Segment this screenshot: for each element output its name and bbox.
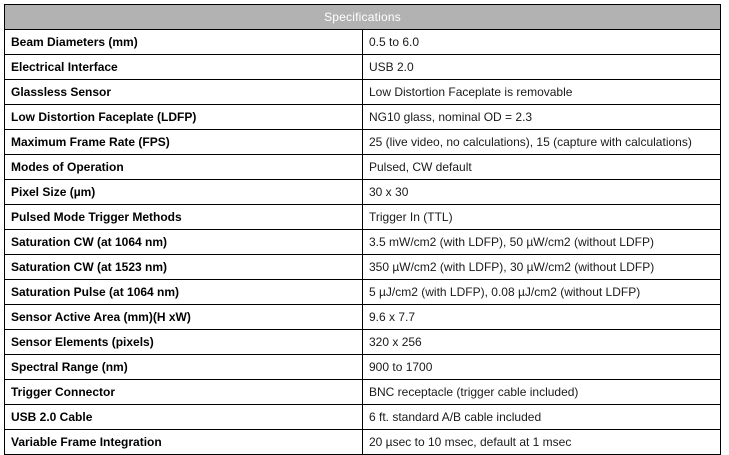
table-row [5, 430, 721, 455]
spec-label: Modes of Operation [5, 155, 363, 180]
spec-value: 6 ft. standard A/B cable included [363, 405, 721, 430]
table-row [5, 55, 721, 80]
spec-label: Sensor Active Area (mm)(H xW) [5, 305, 363, 330]
table-title-row [5, 5, 721, 30]
spec-label: Pixel Size (µm) [5, 180, 363, 205]
spec-label: Spectral Range (nm) [5, 355, 363, 380]
spec-label: Saturation CW (at 1523 nm) [5, 255, 363, 280]
spec-value: 0.5 to 6.0 [363, 30, 721, 55]
spec-label: USB 2.0 Cable [5, 405, 363, 430]
spec-value: USB 2.0 [363, 55, 721, 80]
spec-value: 20 µsec to 10 msec, default at 1 msec [363, 430, 721, 455]
table-body [5, 30, 721, 455]
spec-value: 25 (live video, no calculations), 15 (capture with calculations) [363, 130, 721, 155]
spec-value: 320 x 256 [363, 330, 721, 355]
table-row [5, 105, 721, 130]
table-row [5, 130, 721, 155]
spec-value: Low Distortion Faceplate is removable [363, 80, 721, 105]
spec-label: Saturation CW (at 1064 nm) [5, 230, 363, 255]
spec-label: Variable Frame Integration [5, 430, 363, 455]
table-row [5, 330, 721, 355]
specifications-table [4, 4, 721, 455]
table-title: Specifications [5, 5, 721, 30]
table-row [5, 405, 721, 430]
spec-value: 30 x 30 [363, 180, 721, 205]
spec-value: NG10 glass, nominal OD = 2.3 [363, 105, 721, 130]
table-row [5, 255, 721, 280]
spec-label: Saturation Pulse (at 1064 nm) [5, 280, 363, 305]
table-row [5, 205, 721, 230]
spec-value: 900 to 1700 [363, 355, 721, 380]
table-row [5, 380, 721, 405]
spec-label: Maximum Frame Rate (FPS) [5, 130, 363, 155]
spec-value: 350 µW/cm2 (with LDFP), 30 µW/cm2 (without LDFP) [363, 255, 721, 280]
spec-value: 9.6 x 7.7 [363, 305, 721, 330]
table-row [5, 305, 721, 330]
spec-label: Glassless Sensor [5, 80, 363, 105]
table-row [5, 180, 721, 205]
spec-label: Sensor Elements (pixels) [5, 330, 363, 355]
spec-value: 5 µJ/cm2 (with LDFP), 0.08 µJ/cm2 (without LDFP) [363, 280, 721, 305]
spec-value: Trigger In (TTL) [363, 205, 721, 230]
spec-label: Electrical Interface [5, 55, 363, 80]
spec-label: Pulsed Mode Trigger Methods [5, 205, 363, 230]
table-row [5, 80, 721, 105]
spec-value: 3.5 mW/cm2 (with LDFP), 50 µW/cm2 (without LDFP) [363, 230, 721, 255]
table-header [5, 5, 721, 30]
spec-label: Trigger Connector [5, 380, 363, 405]
spec-value: Pulsed, CW default [363, 155, 721, 180]
table-row [5, 355, 721, 380]
table-row [5, 155, 721, 180]
spec-value: BNC receptacle (trigger cable included) [363, 380, 721, 405]
spec-label: Beam Diameters (mm) [5, 30, 363, 55]
table-row [5, 230, 721, 255]
table-row [5, 280, 721, 305]
specifications-table-wrapper [4, 4, 721, 455]
spec-label: Low Distortion Faceplate (LDFP) [5, 105, 363, 130]
table-row [5, 30, 721, 55]
